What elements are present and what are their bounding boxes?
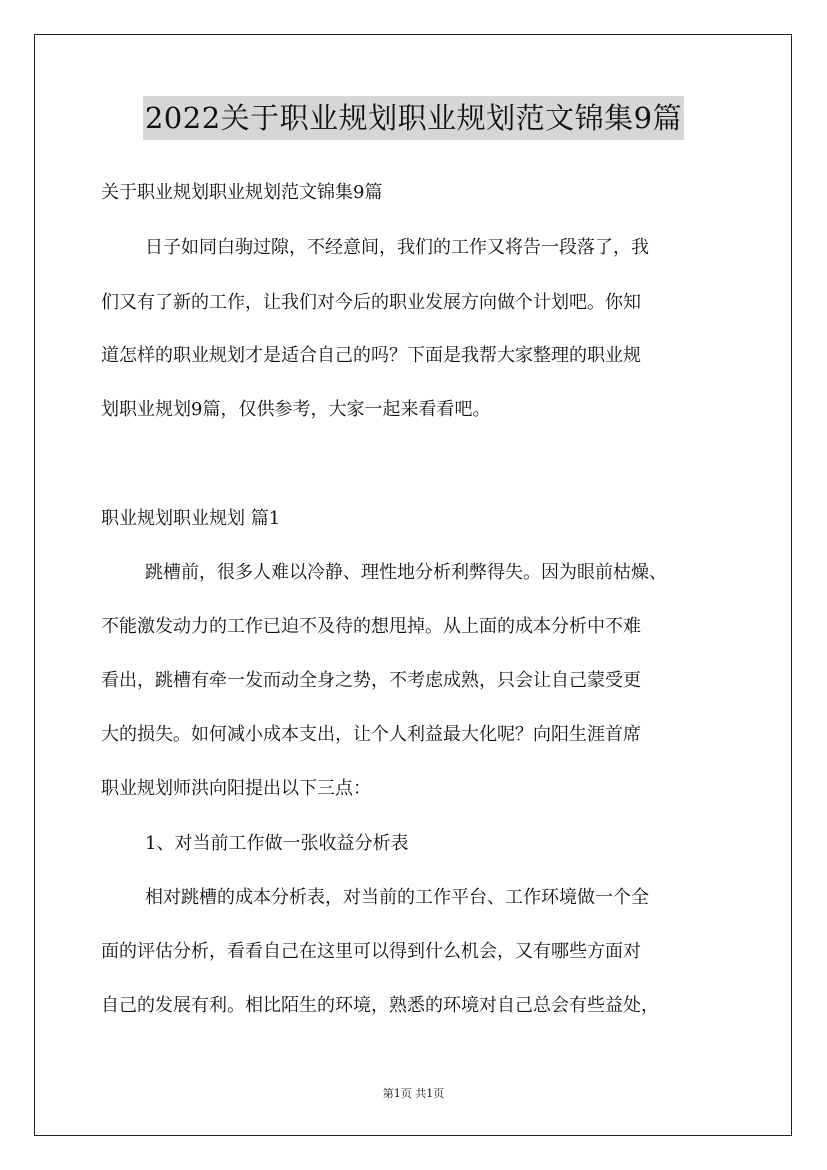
final-line-1: 相对跳槽的成本分析表，对当前的工作平台、工作环境做一个全 <box>145 887 649 908</box>
section-line-3: 看出，跳槽有牵一发而动全身之势，不考虑成熟，只会让自己蒙受更 <box>101 670 641 691</box>
section-heading: 职业规划职业规划 篇1 <box>101 508 281 529</box>
document-subtitle: 关于职业规划职业规划范文锦集9篇 <box>101 182 383 203</box>
intro-line-3: 道怎样的职业规划才是适合自己的吗？下面是我帮大家整理的职业规 <box>101 345 641 366</box>
page-footer: 第1页 共1页 <box>382 1087 445 1100</box>
section-line-5: 职业规划师洪向阳提出以下三点： <box>101 778 371 799</box>
section-line-2: 不能激发动力的工作已迫不及待的想甩掉。从上面的成本分析中不难 <box>101 616 641 637</box>
intro-line-2: 们又有了新的工作，让我们对今后的职业发展方向做个计划吧。你知 <box>101 292 641 313</box>
intro-line-4: 划职业规划9篇，仅供参考，大家一起来看看吧。 <box>101 399 491 420</box>
final-line-3: 自己的发展有利。相比陌生的环境，熟悉的环境对自己总会有些益处， <box>101 995 659 1016</box>
list-item-1: 1、对当前工作做一张收益分析表 <box>145 833 409 854</box>
title-container <box>0 96 827 140</box>
document-title: 2022关于职业规划职业规划范文锦集9篇 <box>143 96 684 140</box>
section-line-4: 大的损失。如何减小成本支出，让个人利益最大化呢？向阳生涯首席 <box>101 724 641 745</box>
final-line-2: 面的评估分析，看看自己在这里可以得到什么机会，又有哪些方面对 <box>101 941 641 962</box>
intro-line-1: 日子如同白驹过隙，不经意间，我们的工作又将告一段落了，我 <box>145 237 649 258</box>
section-line-1: 跳槽前，很多人难以冷静、理性地分析利弊得失。因为眼前枯燥、 <box>145 562 667 583</box>
